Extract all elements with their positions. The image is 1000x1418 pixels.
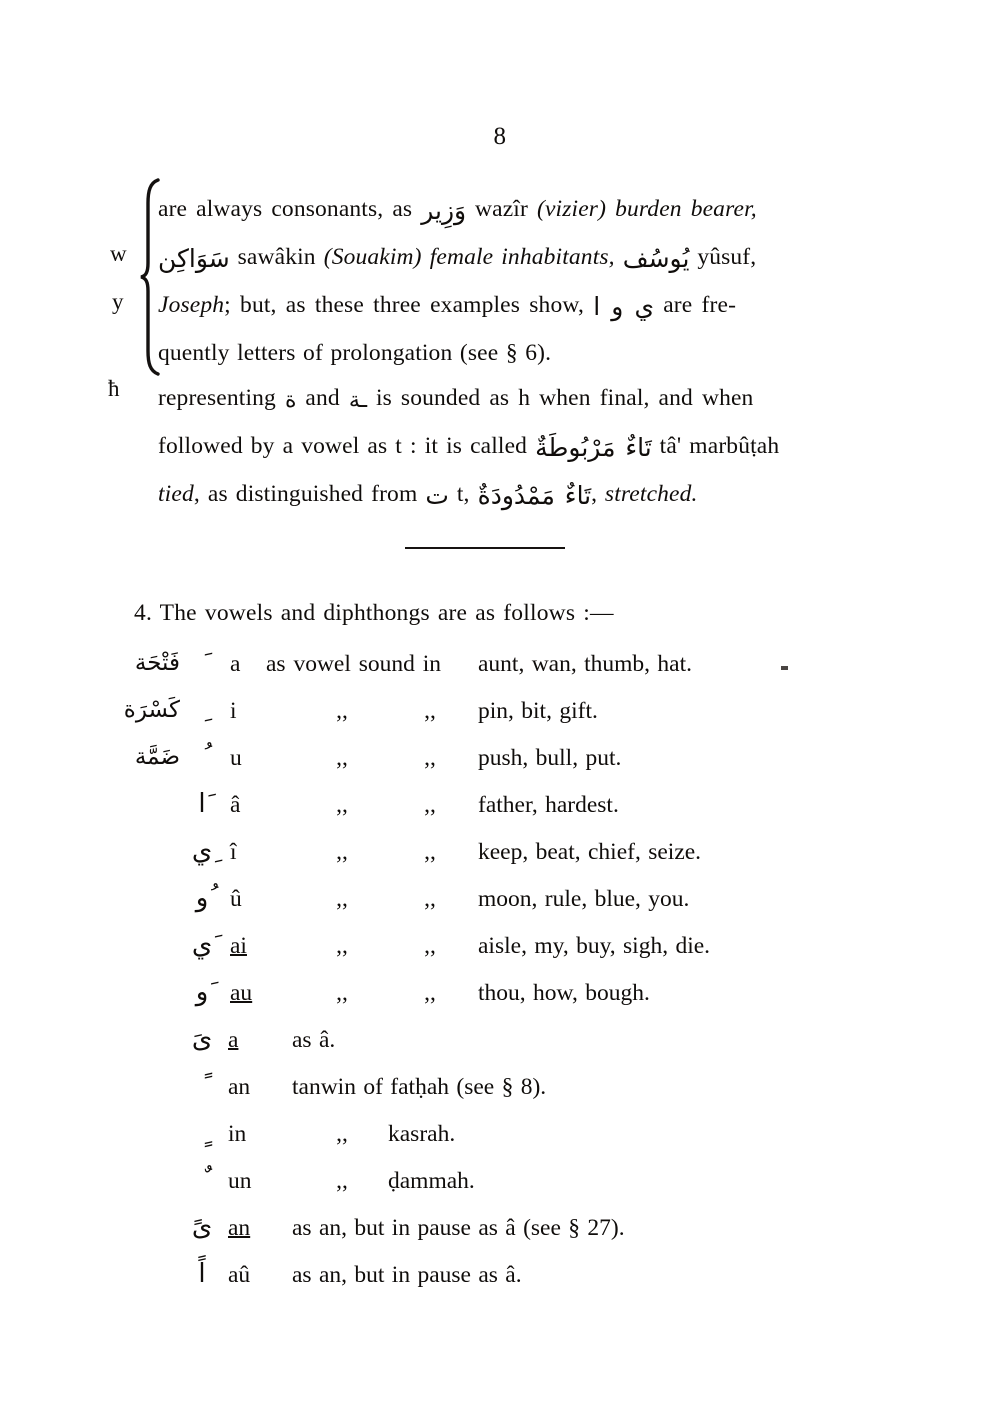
row-vowel-sign xyxy=(176,695,228,725)
row-vowel-sign: اً xyxy=(198,1259,206,1289)
row-ditto-2: ,, xyxy=(424,839,436,865)
h-line1-c: is sounded as h when final, and when xyxy=(375,385,754,411)
row-description: as â. xyxy=(292,1027,336,1053)
h-line1-glyph-ta-marbuta-final: ـة xyxy=(348,388,368,413)
row-ditto-2: ,, xyxy=(424,933,436,959)
row-vowel-sign: ُو xyxy=(195,883,209,913)
row-vowel-sign xyxy=(176,1118,228,1148)
row-transliteration: u xyxy=(230,745,242,771)
marker-h-bar: ħ xyxy=(108,376,120,401)
row-example-words: push, bull, put. xyxy=(478,745,622,771)
row-example-words: aisle, my, buy, sigh, die. xyxy=(478,933,711,959)
section-divider xyxy=(405,547,565,549)
section-heading: 4. The vowels and diphthongs are as follows :— xyxy=(134,600,614,626)
line3-text-a: ; but, as these three examples show, xyxy=(224,292,584,318)
line3-text-b: are fre- xyxy=(663,292,737,318)
table-row xyxy=(0,836,1000,883)
row-transliteration xyxy=(228,1027,286,1054)
table-row xyxy=(0,1165,1000,1212)
h-line3-arabic-ta-mamdudah: تَاءٌ مَمْدُودَةٌ xyxy=(477,481,592,510)
table-row xyxy=(0,930,1000,977)
row-transliteration-text: au xyxy=(230,980,253,1006)
line1-gloss: burden bearer, xyxy=(615,196,757,222)
line3-italic-joseph: Joseph xyxy=(158,292,225,318)
table-row xyxy=(0,1024,1000,1071)
table-row xyxy=(0,1212,1000,1259)
table-row xyxy=(0,742,1000,789)
row-description: as an, but in pause as â. xyxy=(292,1262,522,1288)
vowel-table xyxy=(0,648,1000,1306)
h-line1-a: representing xyxy=(158,385,276,411)
row-vowel-sign: ىَ xyxy=(191,1024,213,1054)
row-ditto-1: ,, xyxy=(336,1121,348,1147)
row-arabic-name: فَتْحَة xyxy=(134,650,180,676)
row-description: kasrah. xyxy=(388,1121,456,1147)
row-transliteration-text: an xyxy=(228,1215,251,1241)
braced-line-2 xyxy=(158,233,858,281)
table-row xyxy=(0,695,1000,742)
row-example-words: pin, bit, gift. xyxy=(478,698,598,724)
row-description: ḍammah. xyxy=(388,1168,475,1194)
table-row xyxy=(0,648,1000,695)
row-transliteration: aû xyxy=(228,1262,251,1288)
row-ditto-2: ,, xyxy=(424,980,436,1006)
table-row xyxy=(0,1071,1000,1118)
row-ditto-1: ,, xyxy=(336,839,348,865)
braced-paragraph-text xyxy=(158,185,858,377)
table-row xyxy=(0,977,1000,1024)
braced-line-4 xyxy=(158,329,858,377)
row-transliteration: î xyxy=(230,839,237,865)
row-ditto-1: ,, xyxy=(336,980,348,1006)
row-transliteration xyxy=(230,933,284,960)
row-description: tanwin of fatḥah (see § 8). xyxy=(292,1074,547,1100)
row-example-words: keep, beat, chief, seize. xyxy=(478,839,702,865)
braced-line-3 xyxy=(158,281,858,329)
row-arabic-name: ضَمَّة xyxy=(134,744,180,770)
row-example-words: aunt, wan, thumb, hat. xyxy=(478,651,693,677)
row-ditto-2: ,, xyxy=(424,792,436,818)
line2-gloss: female inhabitants, xyxy=(429,244,615,270)
row-vowel-sign: ِي xyxy=(191,836,213,866)
row-transliteration: â xyxy=(230,792,241,818)
h-line2-arabic-ta-marbutah: تَاءٌ مَرْبُوطَةٌ xyxy=(535,433,652,462)
row-transliteration: a xyxy=(230,651,241,677)
line2-roman-2: yûsuf, xyxy=(697,244,757,270)
row-example-words: thou, how, bough. xyxy=(478,980,650,1006)
h-line3-b: t, xyxy=(456,481,470,507)
row-arabic-name: كَسْرَة xyxy=(123,697,180,723)
row-vowel-sign: َي xyxy=(191,930,213,960)
h-line1-glyph-ta-marbuta: ة xyxy=(284,388,297,413)
braced-line-1 xyxy=(158,185,858,233)
line1-gloss-paren: (vizier) xyxy=(536,196,607,222)
row-ditto-1: ,, xyxy=(336,933,348,959)
row-transliteration: û xyxy=(230,886,242,912)
row-transliteration: un xyxy=(228,1168,252,1194)
h-line3-comma: , xyxy=(591,481,598,507)
h-line2-b: tâ' marbûṭah xyxy=(659,433,780,459)
row-vowel-sign: ىً xyxy=(191,1212,213,1242)
row-vowel-sign: َو xyxy=(195,977,209,1007)
row-transliteration-text: ai xyxy=(230,933,247,959)
h-line1-b: and xyxy=(305,385,340,411)
line1-roman: wazîr xyxy=(475,196,528,222)
row-as-phrase: as vowel sound in xyxy=(266,651,442,677)
table-row xyxy=(0,883,1000,930)
row-ditto-1: ,, xyxy=(336,698,348,724)
row-transliteration xyxy=(228,1215,286,1242)
h-line-3 xyxy=(158,470,864,518)
row-example-words: moon, rule, blue, you. xyxy=(478,886,690,912)
row-transliteration: an xyxy=(228,1074,251,1100)
line1-before: are always consonants, as xyxy=(158,196,413,222)
row-vowel-sign xyxy=(176,648,228,678)
row-vowel-sign xyxy=(176,1165,228,1195)
line1-arabic-wazir: وَزِير xyxy=(421,196,467,225)
h-line3-glyph-ta: ت xyxy=(425,481,449,510)
line2-arabic-yusuf: يُوسُف xyxy=(622,244,690,273)
row-example-words: father, hardest. xyxy=(478,792,619,818)
row-ditto-1: ,, xyxy=(336,886,348,912)
row-vowel-sign: َا xyxy=(198,789,206,819)
h-line3-a: , as distinguished from xyxy=(193,481,418,507)
table-row xyxy=(0,1118,1000,1165)
marker-y: y xyxy=(112,289,124,314)
row-vowel-sign xyxy=(176,742,228,772)
row-transliteration-text: a xyxy=(228,1027,239,1053)
marker-w: w xyxy=(110,241,127,266)
row-vowel-sign xyxy=(176,1071,228,1101)
page-number: 8 xyxy=(493,123,507,150)
h-line3-italic-tied: tied xyxy=(158,481,194,507)
row-description: as an, but in pause as â (see § 27). xyxy=(292,1215,625,1241)
row-ditto-1: ,, xyxy=(336,792,348,818)
table-row xyxy=(0,1259,1000,1306)
table-row xyxy=(0,789,1000,836)
h-line3-italic-stretched: stretched. xyxy=(604,481,698,507)
row-ditto-1: ,, xyxy=(336,745,348,771)
h-line-1 xyxy=(158,374,864,422)
brace-marker-column xyxy=(104,185,140,375)
row-ditto-2: ,, xyxy=(424,698,436,724)
row-ditto-2: ,, xyxy=(424,886,436,912)
row-transliteration xyxy=(230,980,284,1007)
line4-text: quently letters of prolongation (see § 6). xyxy=(158,340,552,366)
row-ditto-1: ,, xyxy=(336,1168,348,1194)
braced-paragraph xyxy=(0,185,1000,375)
line2-roman: sawâkin xyxy=(237,244,316,270)
row-transliteration: i xyxy=(230,698,237,724)
line3-arabic-letters: ي و ا xyxy=(593,292,655,321)
line2-arabic-sawakin: سَوَاكِن xyxy=(158,244,230,273)
line2-gloss-paren: (Souakim) xyxy=(323,244,422,270)
h-paragraph-text xyxy=(158,374,864,518)
h-line2-a: followed by a vowel as t : it is called xyxy=(158,433,528,459)
row-transliteration: in xyxy=(228,1121,247,1147)
row-ditto-2: ,, xyxy=(424,745,436,771)
h-line-2 xyxy=(158,422,864,470)
